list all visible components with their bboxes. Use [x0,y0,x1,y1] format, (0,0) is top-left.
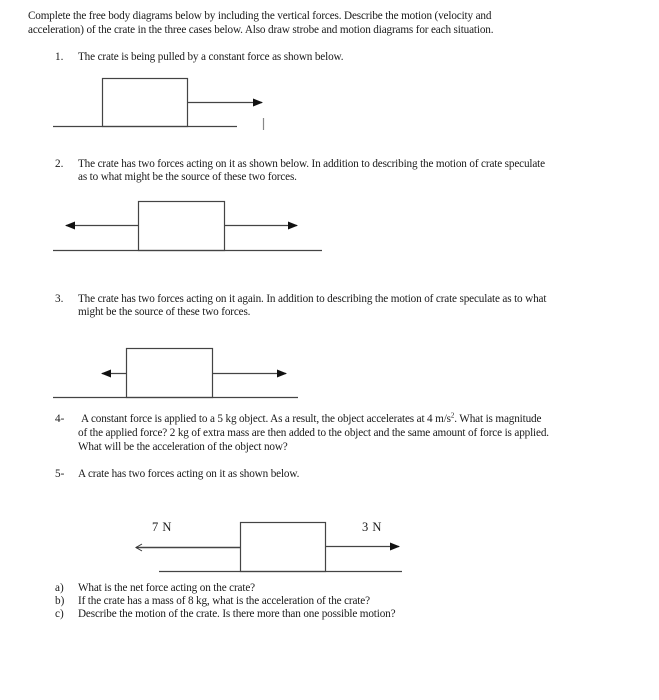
force-label-3n: 3 N [362,520,382,534]
question-5-number: 5- [55,468,65,480]
superscript-2: 2 [450,411,455,420]
subquestion-c-label: c) [55,608,64,620]
subquestion-c-text: Describe the motion of the crate. Is there more than one possible motion? [78,608,396,620]
intro-line-2: acceleration) of the crate in the three cases below. Also draw strobe and motion diagrams for each situation. [28,24,494,36]
question-4-text-line-2: of the applied force? 2 kg of extra mass are then added to the object and the same amount of force is applied. [78,427,549,439]
question-2-text-line-1: The crate has two forces acting on it as shown below. In addition to describing the motion of crate speculate [78,158,545,170]
crate-box [241,523,326,572]
subquestion-a-text: What is the net force acting on the crate? [78,582,255,594]
question-2-number: 2. [55,158,64,170]
diagram-3 [53,349,298,398]
question-4-text-line-3: What will be the acceleration of the object now? [78,441,288,453]
question-5-text: A crate has two forces acting on it as shown below. [78,468,300,480]
diagram-1 [53,79,264,131]
diagram-2 [53,202,322,251]
crate-box [139,202,225,251]
crate-box [127,349,213,398]
question-1-text: The crate is being pulled by a constant force as shown below. [78,51,344,63]
question-1-number: 1. [55,51,64,63]
question-3-text-line-2: might be the source of these two forces. [78,306,251,318]
subquestion-b-label: b) [55,595,65,607]
question-3-text-line-1: The crate has two forces acting on it again. In addition to describing the motion of crate speculate as to what [78,293,547,305]
subquestion-a-label: a) [55,582,64,594]
intro-line-1: Complete the free body diagrams below by including the vertical forces. Describe the motion (velocity and [28,10,492,22]
crate-box [103,79,188,127]
question-4-number: 4- [55,413,65,425]
question-4-line-1-tail: . What is magnitude [454,413,542,425]
subquestion-b-text: If the crate has a mass of 8 kg, what is the acceleration of the crate? [78,595,370,607]
diagram-5 [136,523,402,572]
question-3-number: 3. [55,293,64,305]
force-label-7n: 7 N [152,520,172,534]
question-4-line-1-main: A constant force is applied to a 5 kg object. As a result, the object accelerates at 4 m/s [81,413,451,425]
question-2-text-line-2: as to what might be the source of these two forces. [78,171,297,183]
